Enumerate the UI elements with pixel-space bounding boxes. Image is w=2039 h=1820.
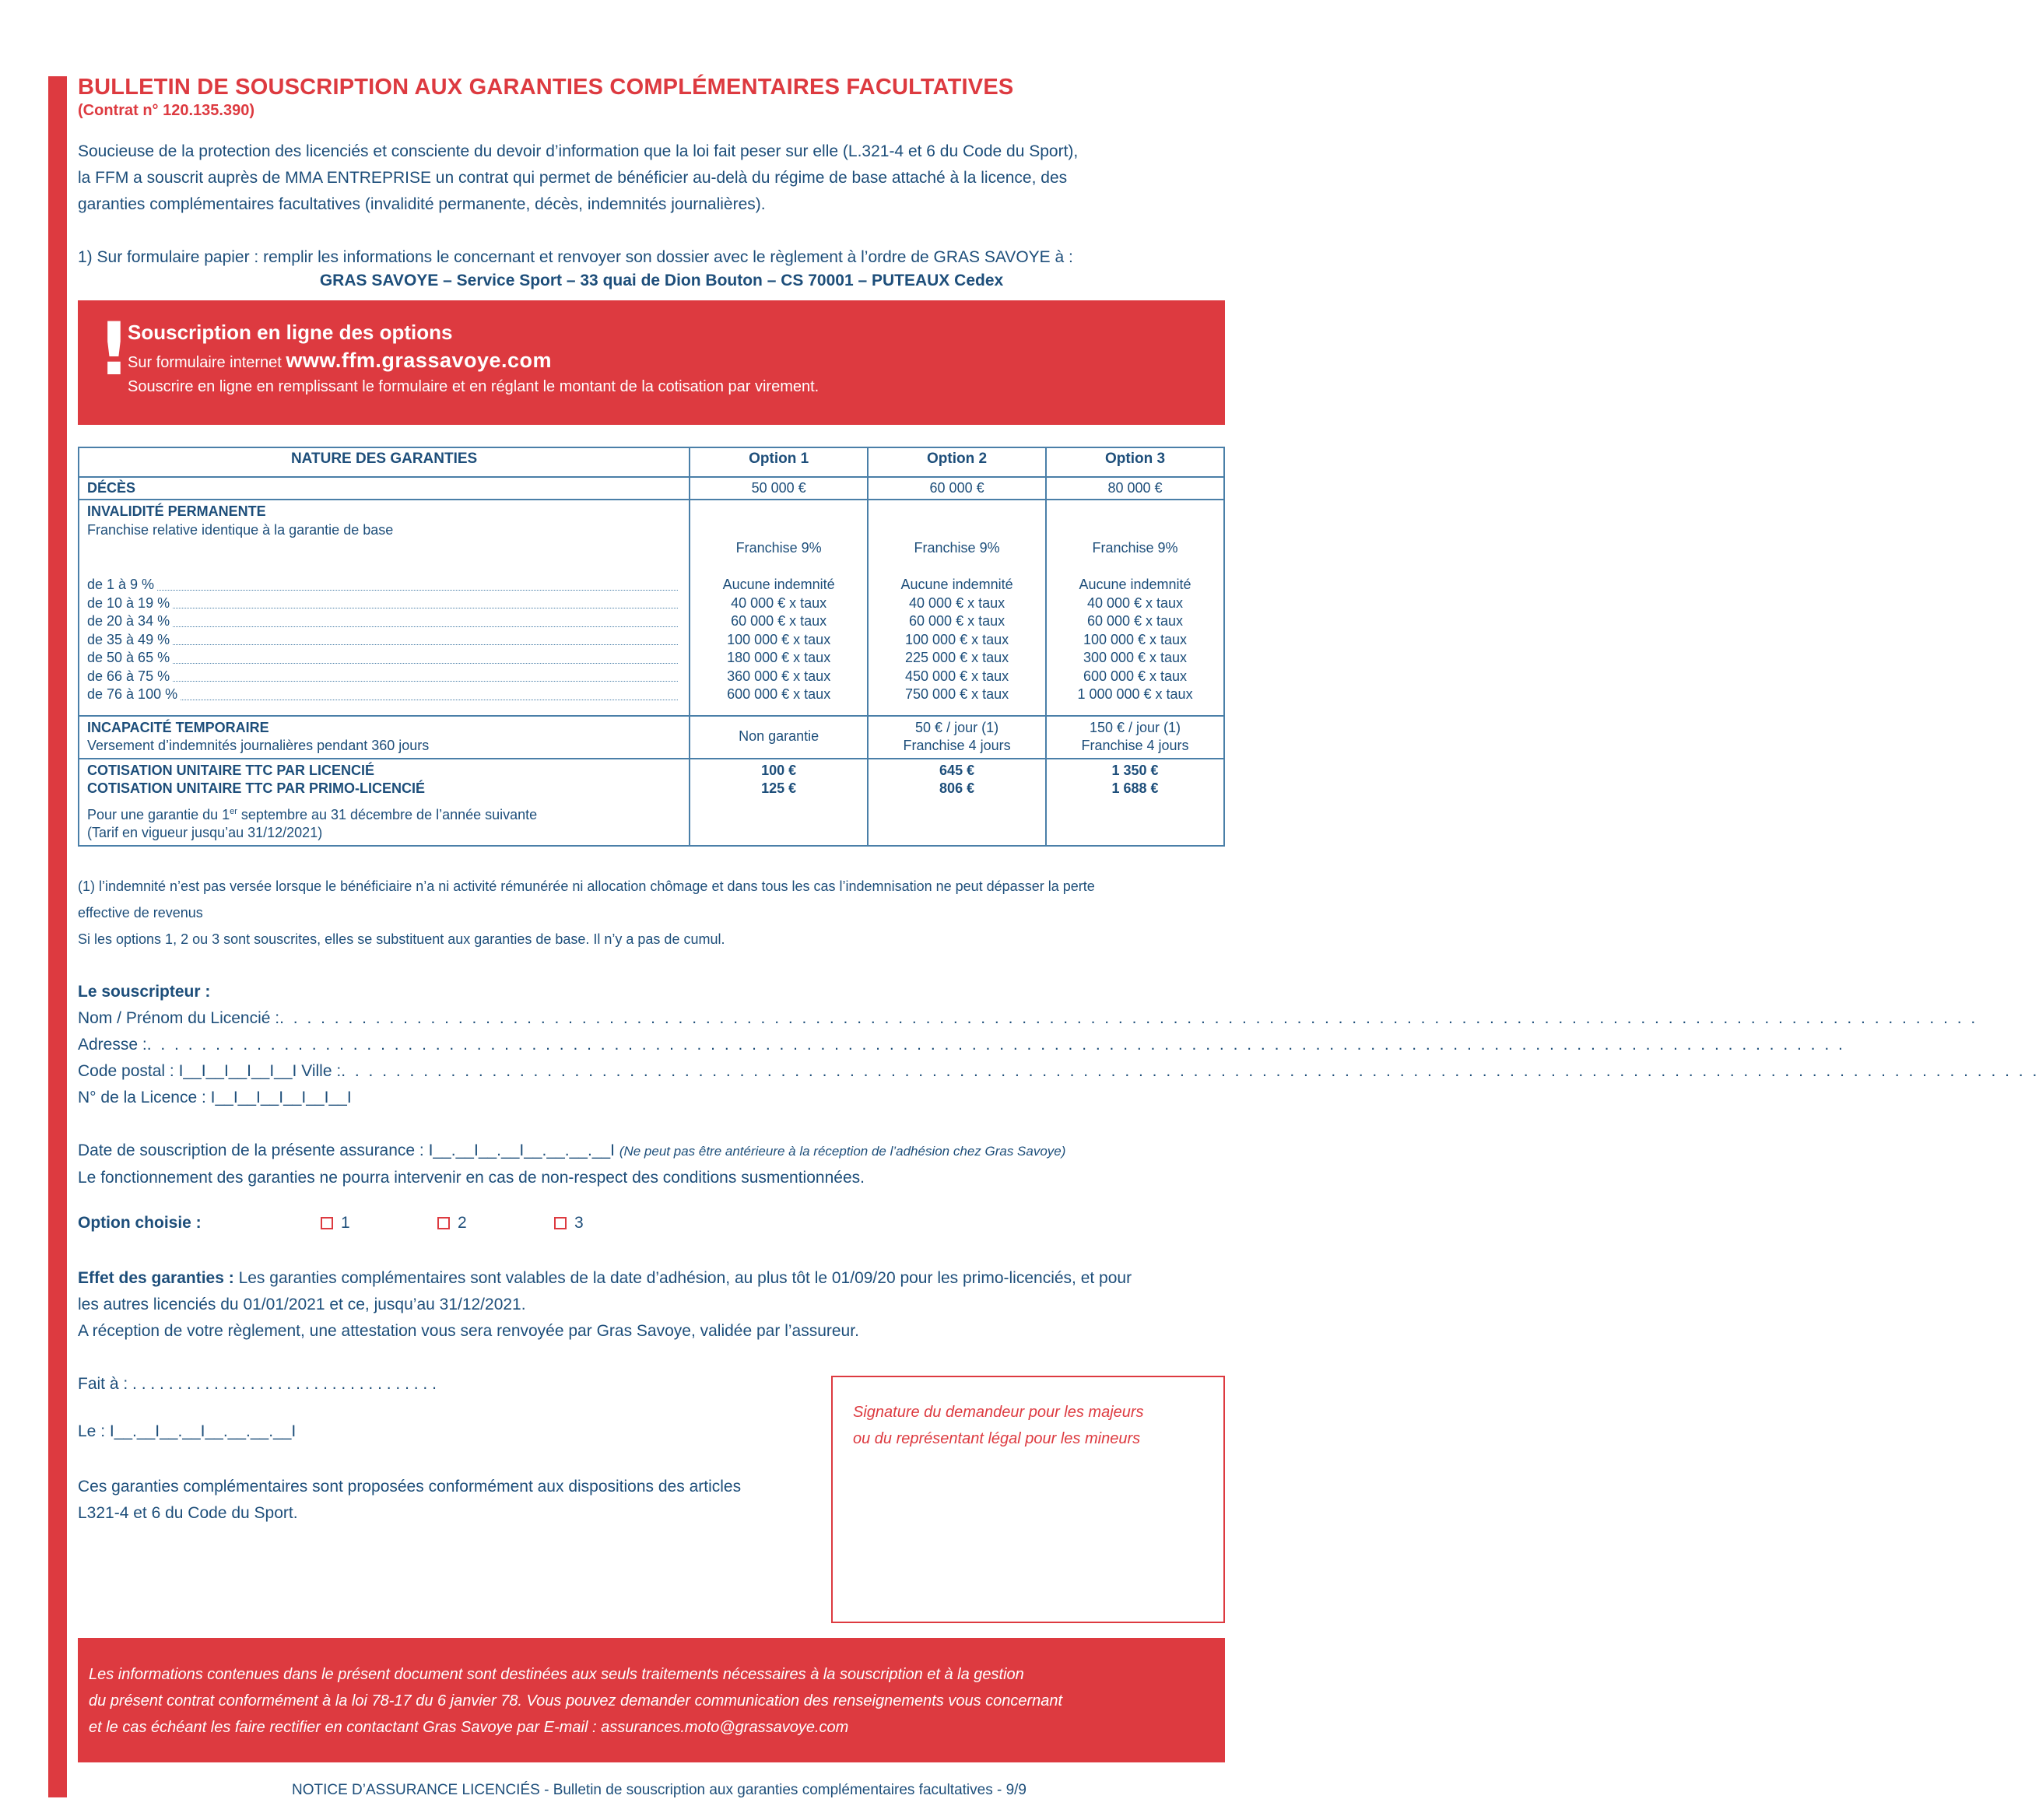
deces-option-2: 60 000 €: [868, 477, 1046, 500]
contract-number: (Contrat n° 120.135.390): [78, 102, 254, 119]
privacy-notice: [78, 1638, 1225, 1762]
incapacite-option-2: [868, 716, 1046, 759]
subscription-date-section: [78, 1138, 1230, 1191]
bracket-label: de 35 à 49 %: [87, 631, 170, 647]
cotisation-labels: [79, 759, 690, 846]
subscriber-form: [78, 979, 2039, 1111]
invalidite-sublabel: Franchise relative identique à la garantie de base: [87, 521, 394, 538]
bracket-value: 180 000 € x taux: [727, 650, 831, 665]
signature-box[interactable]: [831, 1376, 1225, 1623]
bracket-value: 225 000 € x taux: [905, 650, 1009, 665]
franchise: Franchise 9%: [735, 540, 822, 556]
franchise: Franchise 9%: [914, 540, 1000, 556]
invalidite-bracket: [87, 686, 681, 704]
cotisation-period: [87, 803, 681, 825]
bracket-value: Aucune indemnité: [722, 577, 835, 592]
page-footer: NOTICE D’ASSURANCE LICENCIÉS - Bulletin de souscription aux garanties complémentaires facultatives - 9/9: [291, 1782, 1027, 1798]
option-3-label: 3: [574, 1214, 584, 1232]
signature-line: ou du représentant légal pour les mineurs: [853, 1430, 1141, 1447]
bracket-value: 300 000 € x taux: [1083, 650, 1188, 665]
incapacite-option-3: [1046, 716, 1224, 759]
period-sup: er: [230, 806, 237, 816]
effets-label: Effet des garanties :: [78, 1269, 234, 1287]
incapacite-value: Non garantie: [739, 728, 819, 745]
invalidite-bracket: [87, 649, 681, 668]
intro-line: la FFM a souscrit auprès de MMA ENTREPRISE un contrat qui permet de bénéficier au-delà du régime de base attaché à la licence, des: [78, 169, 1068, 187]
cotisation-licencie: 100 €: [761, 762, 797, 778]
bracket-label: de 1 à 9 %: [87, 577, 155, 592]
privacy-line: Les informations contenues dans le présent document sont destinées aux seuls traitements nécessaires à la souscription et à la gestion: [89, 1666, 1024, 1683]
effets-line: A réception de votre règlement, une attestation vous sera renvoyée par Gras Savoye, validée par l’assureur.: [78, 1322, 859, 1340]
website-link[interactable]: www.ffm.grassavoye.com: [286, 349, 553, 372]
effets-section: [78, 1265, 1230, 1345]
proposees-text: [78, 1474, 825, 1527]
incapacite-value: 50 € / jour (1): [915, 719, 999, 735]
note-line: (1) l’indemnité n’est pas versée lorsque le bénéficiaire n’a ni activité rémunérée ni allocation chômage et dans tous les cas l’indemnisation ne peut dépasser la perte: [78, 878, 1095, 894]
header-option-2: Option 2: [868, 447, 1046, 477]
cotisation-licencie: 1 350 €: [1111, 762, 1159, 778]
invalidite-bracket: [87, 668, 681, 686]
invalidite-bracket: [87, 594, 681, 613]
name-label: Nom / Prénom du Licencié :: [78, 1009, 280, 1027]
intro-line: garanties complémentaires facultatives (invalidité permanente, décès, indemnités journalières).: [78, 195, 766, 213]
bracket-value: 600 000 € x taux: [1083, 668, 1188, 684]
bracket-value: 40 000 € x taux: [1086, 594, 1184, 611]
subscriber-heading: Le souscripteur :: [78, 983, 211, 1001]
postal-city-field[interactable]: [78, 1058, 2039, 1085]
bracket-value: 60 000 € x taux: [909, 613, 1005, 629]
page-title: BULLETIN DE SOUSCRIPTION AUX GARANTIES COMPLÉMENTAIRES FACULTATIVES: [78, 75, 1014, 100]
option-1-checkbox[interactable]: [321, 1217, 333, 1229]
cotisation-primo: 125 €: [761, 780, 797, 796]
note-line: effective de revenus: [78, 905, 203, 921]
guarantees-table: [78, 447, 1225, 847]
table-row-deces: [79, 477, 1224, 500]
bracket-label: de 76 à 100 %: [87, 686, 178, 702]
table-row-incapacite: [79, 716, 1224, 759]
gras-savoye-address: GRAS SAVOYE – Service Sport – 33 quai de Dion Bouton – CS 70001 – PUTEAUX Cedex: [319, 272, 1004, 289]
invalidite-option-3: [1046, 500, 1224, 716]
signature-label: [853, 1399, 1144, 1452]
address-field[interactable]: [78, 1032, 1845, 1058]
bracket-value: 450 000 € x taux: [905, 668, 1009, 684]
incapacite-sublabel: Versement d’indemnités journalières pendant 360 jours: [87, 738, 430, 753]
table-notes: [78, 873, 1230, 952]
effets-line: les autres licenciés du 01/01/2021 et ce, jusqu’au 31/12/2021.: [78, 1296, 526, 1313]
bracket-value: 60 000 € x taux: [731, 613, 827, 629]
fait-a-field[interactable]: Fait à : . . . . . . . . . . . . . . . . . . . . . . . . . . . . . . . . . .: [78, 1375, 437, 1393]
bracket-value: 40 000 € x taux: [731, 594, 827, 611]
cotisation-option-3: [1046, 759, 1224, 846]
invalidite-bracket: [87, 631, 681, 650]
incapacite-label: INCAPACITÉ TEMPORAIRE: [87, 719, 269, 735]
incapacite-labels: [79, 716, 690, 759]
header-nature: NATURE DES GARANTIES: [79, 447, 690, 477]
incapacite-franchise: Franchise 4 jours: [903, 738, 1011, 753]
address-dots[interactable]: . . . . . . . . . . . . . . . . . . . . . . . . . . . . . . . . . . . . . . . . . . . . . . . . . . . . . . . . . . . . . . . . . . . . . . . . . . . . . . . . . . . . . . . . . . . . . . . . . . . . . . . . . . . . . . . . . . . . . . . . . . . .: [146, 1036, 1845, 1054]
bracket-value: 40 000 € x taux: [909, 594, 1005, 611]
city-dots[interactable]: . . . . . . . . . . . . . . . . . . . . . . . . . . . . . . . . . . . . . . . . . . . . . . . . . . . . . . . . . . . . . . . . . . . . . . . . . . . . . . . . . . . . . . . . . . . . . . . . . . . . . . . . . . . . . . . . . . . . . . . . . . . .: [341, 1062, 2039, 1080]
privacy-text: [89, 1661, 1217, 1741]
cotisation-option-2: [868, 759, 1046, 846]
address-label: Adresse :: [78, 1036, 147, 1054]
bracket-value: 750 000 € x taux: [905, 686, 1009, 702]
note-line: Si les options 1, 2 ou 3 sont souscrites, elles se substituent aux garanties de base. Il n’y a pas de cumul.: [78, 931, 725, 947]
le-date-field[interactable]: Le : I__.__I__.__I__.__.__.__I: [78, 1422, 297, 1440]
bracket-value: 1 000 000 € x taux: [1077, 686, 1193, 702]
option-choice: [78, 1214, 623, 1237]
bracket-label: de 20 à 34 %: [87, 613, 170, 629]
cotisation-licencie: 645 €: [939, 762, 975, 778]
online-website-line: [128, 349, 552, 373]
bracket-value: Aucune indemnité: [900, 577, 1013, 592]
option-3-checkbox[interactable]: [554, 1217, 567, 1229]
proposees-line: Ces garanties complémentaires sont proposées conformément aux dispositions des articles: [78, 1478, 742, 1496]
cotisation-tarif: (Tarif en vigueur jusqu’au 31/12/2021): [87, 825, 323, 840]
bracket-label: de 50 à 65 %: [87, 650, 170, 665]
bracket-value: 360 000 € x taux: [727, 668, 831, 684]
option-1-label: 1: [341, 1214, 350, 1232]
postal-label: Code postal : I__I__I__I__I__I Ville :: [78, 1062, 342, 1080]
invalidite-bracket: [87, 612, 681, 631]
subscription-date-note: (Ne peut pas être antérieure à la réception de l’adhésion chez Gras Savoye): [619, 1144, 1066, 1159]
option-2-checkbox[interactable]: [437, 1217, 450, 1229]
left-accent-bar: [48, 76, 67, 1797]
cotisation-licencie-label: COTISATION UNITAIRE TTC PAR LICENCIÉ: [87, 762, 374, 778]
proposees-line: L321-4 et 6 du Code du Sport.: [78, 1504, 298, 1522]
period-text: septembre au 31 décembre de l’année suivante: [237, 806, 538, 822]
franchise: Franchise 9%: [1092, 540, 1178, 556]
bracket-value: 100 000 € x taux: [727, 631, 831, 647]
invalidite-labels: [79, 500, 690, 716]
online-instructions: Souscrire en ligne en remplissant le formulaire et en réglant le montant de la cotisation par virement.: [128, 378, 819, 395]
online-heading: Souscription en ligne des options: [128, 321, 453, 344]
name-dots[interactable]: . . . . . . . . . . . . . . . . . . . . . . . . . . . . . . . . . . . . . . . . . . . . . . . . . . . . . . . . . . . . . . . . . . . . . . . . . . . . . . . . . . . . . . . . . . . . . . . . . . . . . . . . . . . . . . . . . . . . . . . . . . . .: [279, 1009, 1978, 1027]
invalidite-option-2: [868, 500, 1046, 716]
intro-line: Soucieuse de la protection des licenciés et consciente du devoir d’information que la loi fait peser sur elle (L.321-4 et 6 du Code du Sport),: [78, 142, 1079, 160]
subscription-date-label: Date de souscription de la présente assurance : I__.__I__.__I__.__.__.__I: [78, 1141, 619, 1159]
bracket-value: 100 000 € x taux: [1083, 631, 1188, 647]
signature-line: Signature du demandeur pour les majeurs: [853, 1404, 1144, 1421]
paper-line: 1) Sur formulaire papier : remplir les informations le concernant et renvoyer son dossier avec le règlement à l’ordre de GRAS SAVOYE à :: [78, 248, 1073, 266]
table-row-invalidite: [79, 500, 1224, 716]
incapacite-franchise: Franchise 4 jours: [1081, 738, 1189, 753]
bracket-label: de 10 à 19 %: [87, 594, 170, 611]
effets-text: Les garanties complémentaires sont valables de la date d’adhésion, au plus tôt le 01/09/20 pour les primo-licenciés, et pour: [233, 1269, 1132, 1287]
invalidite-bracket: [87, 576, 681, 594]
privacy-line: du présent contrat conformément à la loi 78-17 du 6 janvier 78. Vous pouvez demander communication des renseignements vous concernant: [89, 1692, 1063, 1710]
header-option-1: Option 1: [690, 447, 868, 477]
fonctionnement-text: Le fonctionnement des garanties ne pourra intervenir en cas de non-respect des conditions susmentionnées.: [78, 1169, 865, 1187]
deces-option-3: 80 000 €: [1046, 477, 1224, 500]
exclamation-icon: !: [97, 307, 131, 392]
licence-number-field[interactable]: N° de la Licence : I__I__I__I__I__I__I: [78, 1089, 352, 1106]
cotisation-primo: 806 €: [939, 780, 975, 796]
bracket-value: 600 000 € x taux: [727, 686, 831, 702]
online-website-prefix: Sur formulaire internet: [128, 354, 286, 371]
cotisation-option-1: [690, 759, 868, 846]
name-field[interactable]: [78, 1005, 1978, 1032]
period-text: Pour une garantie du 1: [87, 806, 230, 822]
bracket-value: 100 000 € x taux: [905, 631, 1009, 647]
invalidite-label: INVALIDITÉ PERMANENTE: [87, 503, 266, 519]
cotisation-primo-label: COTISATION UNITAIRE TTC PAR PRIMO-LICENCIÉ: [87, 780, 425, 796]
invalidite-option-1: [690, 500, 868, 716]
table-row-cotisation: [79, 759, 1224, 846]
table-header-row: [79, 447, 1224, 477]
deces-label: DÉCÈS: [79, 477, 690, 500]
privacy-line: et le cas échéant les faire rectifier en contactant Gras Savoye par E-mail : assurances.moto@grassavoye.com: [89, 1719, 849, 1736]
subscription-date-field[interactable]: [78, 1138, 1230, 1165]
header-option-3: Option 3: [1046, 447, 1224, 477]
intro-paragraph: [78, 139, 1230, 218]
effets-line: [78, 1265, 1230, 1292]
bracket-value: 60 000 € x taux: [1086, 613, 1184, 629]
cotisation-primo: 1 688 €: [1111, 780, 1159, 796]
option-2-label: 2: [458, 1214, 467, 1232]
paper-instructions: [78, 246, 1230, 293]
incapacite-value: 150 € / jour (1): [1089, 719, 1181, 735]
deces-option-1: 50 000 €: [690, 477, 868, 500]
incapacite-option-1: [690, 716, 868, 759]
online-subscription-banner: [78, 300, 1225, 425]
bracket-label: de 66 à 75 %: [87, 668, 170, 684]
bracket-value: Aucune indemnité: [1079, 577, 1191, 592]
option-choice-label: Option choisie :: [78, 1214, 202, 1232]
